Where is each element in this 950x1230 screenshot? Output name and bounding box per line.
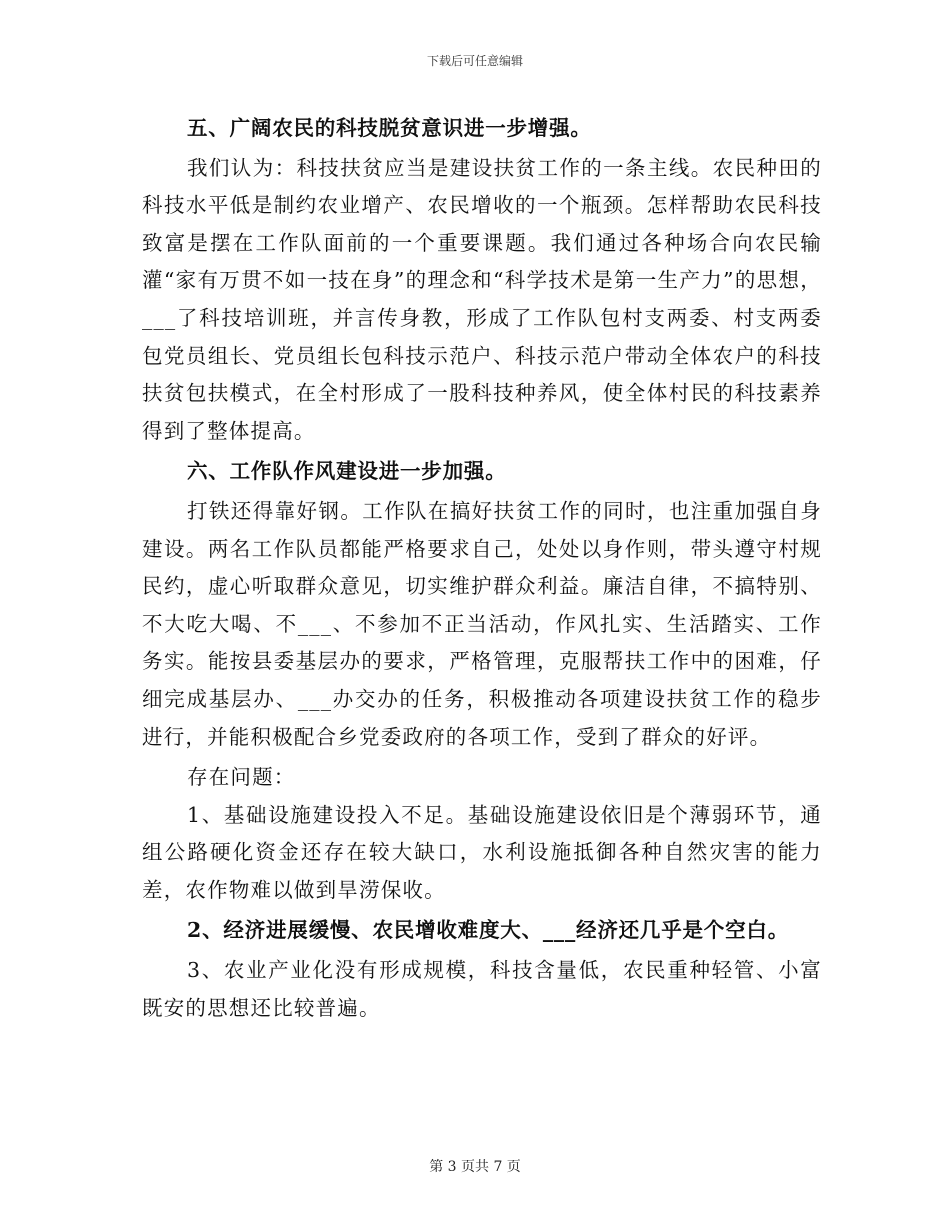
paragraph-team-conduct: 打铁还得靠好钢。工作队在搞好扶贫工作的同时，也注重加强自身建设。两名工作队员都能严格要求自己，处处以身作则，带头遵守村规民约，虚心听取群众意见，切实维护群众利益。廉洁自律，不搞特别、不大吃大喝、不___、不参加不正当活动，作风扎实、生活踏实、工作务实。能按县委基层办的要求，严格管理，克服帮扶工作中的困难，仔细完成基层办、___办交办的任务，积极推动各项建设扶贫工作的稳步进行，并能积极配合乡党委政府的各项工作，受到了群众的好评。	[142, 498, 822, 749]
section-heading-6: 六、工作队作风建设进一步加强。	[187, 459, 507, 484]
page-number: 第 3 页共 7 页	[429, 1159, 521, 1175]
paragraph-tech-poverty-relief: 我们认为：科技扶贫应当是建设扶贫工作的一条主线。农民种田的科技水平低是制约农业增产、农民增收的一个瓶颈。怎样帮助农民科技致富是摆在工作队面前的一个重要课题。我们通过各种场合向农民输灌“家有万贯不如一技在身”的理念和“科学技术是第一生产力”的思想，___了科技培训班，并言传身教，形成了工作队包村支两委、村支两委包党员组长、党员组长包科技示范户、科技示范户带动全体农户的科技扶贫包扶模式，在全村形成了一股科技种养风，使全体村民的科技素养得到了整体提高。	[142, 155, 822, 443]
document-body	[142, 110, 822, 1027]
page-header-note: 下载后可任意编辑	[426, 54, 523, 68]
section-heading-5: 五、广阔农民的科技脱贫意识进一步增强。	[187, 116, 592, 140]
problems-label: 存在问题：	[187, 765, 296, 790]
problem-item-1: 1、基础设施建设投入不足。基础设施建设依旧是个薄弱环节，通组公路硬化资金还存在较大缺口，水利设施抵御各种自然灾害的能力差，农作物难以做到旱涝保收。	[142, 802, 822, 902]
problem-item-3: 3、农业产业化没有形成规模，科技含量低，农民重种轻管、小富既安的思想还比较普遍。	[142, 958, 822, 1020]
problem-item-2: 2、经济进展缓慢、农民增收难度大、___经济还几乎是个空白。	[187, 918, 790, 943]
